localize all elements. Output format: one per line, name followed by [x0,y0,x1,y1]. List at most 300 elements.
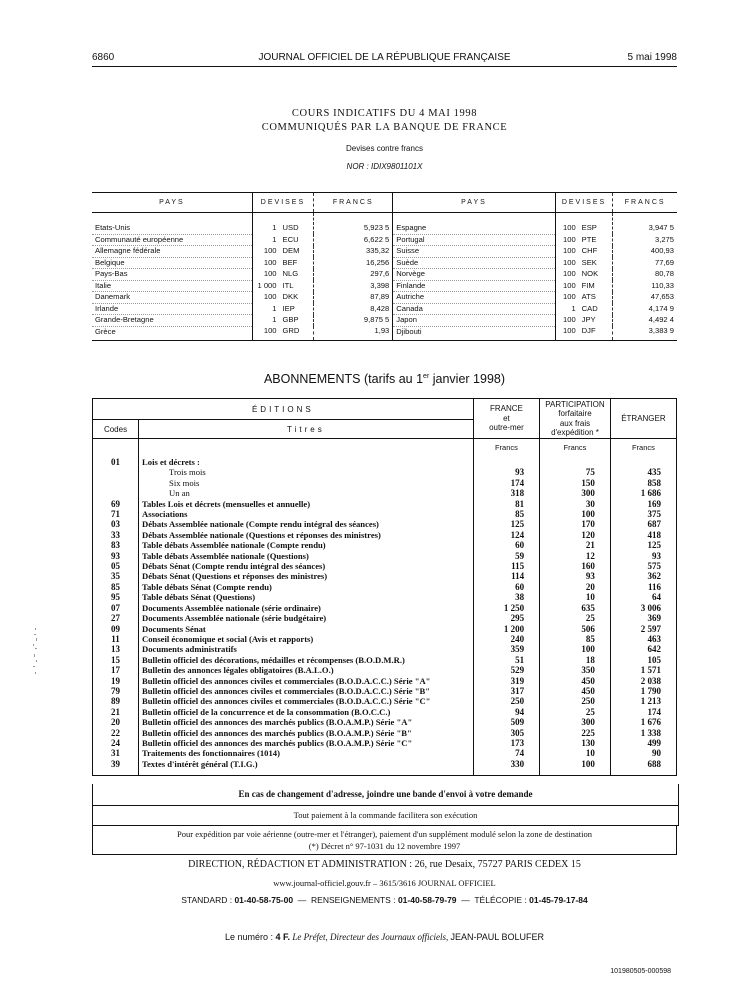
unit-france: Francs [473,439,539,458]
price-etranger: 463 [610,634,676,644]
subscriptions-title: ABONNEMENTS (tarifs au 1er janvier 1998) [263,372,506,386]
edition-code: 05 [111,561,121,572]
price-participation: 10 [540,748,611,758]
currency-qty: 1 000 [252,280,279,292]
edition-title: Débats Assemblée nationale (Questions et réponses des ministres) [139,530,474,540]
currency-qty: 1 [252,213,279,235]
decree-reference: (*) Décret n° 97-1031 du 12 novembre 1997 [308,841,461,851]
edition-code: 31 [111,748,121,759]
country-name: Autriche [393,292,555,304]
edition-code: 01 [111,457,121,467]
edition-title: Bulletin officiel des annonces civiles et commerciales (B.O.D.A.C.C.) Série "A" [139,676,474,686]
subscription-row [93,603,677,613]
edition-title: Documents administratifs [139,644,474,654]
edition-code: 13 [111,644,121,655]
currency-qty: 100 [252,257,279,269]
rate-row [92,292,677,304]
edition-code: 85 [111,581,121,592]
rate-row [92,269,677,281]
edition-title: Documents Assemblée nationale (série ordinaire) [139,603,474,613]
price-france: 85 [473,509,539,519]
price-participation [540,457,611,467]
header-francs-left: FRANCS [314,193,393,213]
currency-qty: 100 [555,292,579,304]
country-name: Japon [393,315,555,327]
header-etranger: ÉTRANGER [610,399,676,439]
currency-qty: 1 [252,303,279,315]
header-titres: Titres [139,420,474,439]
price-participation: 30 [540,499,611,509]
price-participation: 18 [540,655,611,665]
edition-title: Associations [139,509,474,519]
subscription-row [93,457,677,467]
rate-value: 3,947 5 [613,213,677,235]
rate-value: 335,32 [314,246,393,258]
header-francs-right: FRANCS [613,193,677,213]
subscription-row [93,478,677,488]
currency-qty: 1 [555,303,579,315]
price-etranger: 362 [610,571,676,581]
currency-code: PTE [581,234,597,244]
price-etranger: 435 [610,467,676,477]
country-name: Grèce [92,326,252,341]
currency-code: ITL [282,280,294,290]
price-etranger: 499 [610,738,676,748]
price-participation: 100 [540,759,611,769]
edition-code: 35 [111,571,121,582]
price-participation: 25 [540,707,611,717]
price-participation: 350 [540,665,611,675]
price-participation: 12 [540,551,611,561]
price-france: 38 [473,592,539,602]
website-line: www.journal-officiel.gouv.fr – 3615/3616 JOURNAL OFFICIEL [273,878,496,888]
price-participation: 300 [540,717,611,727]
header-rule [92,66,677,67]
country-name: Belgique [92,257,252,269]
price-participation: 450 [540,676,611,686]
edition-title: Documents Sénat [139,624,474,634]
price-participation: 130 [540,738,611,748]
price-france: 114 [473,571,539,581]
subscription-row [93,644,677,654]
rate-row [92,326,677,341]
rate-value: 5,923 5 [314,213,393,235]
rate-row [92,246,677,258]
page-number: 6860 [92,52,115,63]
country-name: Portugal [393,234,555,246]
currency-code: SEK [581,257,597,267]
currency-qty: 100 [555,234,579,246]
price-etranger: 125 [610,540,676,550]
price-etranger: 93 [610,551,676,561]
price-etranger: 1 676 [610,717,676,727]
price-france: 359 [473,644,539,654]
rate-value: 3,383 9 [613,326,677,341]
issue-date: 5 mai 1998 [627,52,677,63]
price-participation: 450 [540,686,611,696]
price-participation: 120 [540,530,611,540]
price-participation: 250 [540,696,611,706]
price-etranger: 1 213 [610,696,676,706]
edition-title: Bulletin officiel des décorations, médailles et récompenses (B.O.D.M.R.) [139,655,474,665]
currency-code: IEP [282,303,295,313]
price-participation: 300 [540,488,611,498]
subscription-row [93,467,677,477]
exchange-rates-title: COURS INDICATIFS DU 4 MAI 1998 COMMUNIQUÉS PAR LA BANQUE DE FRANCE [261,108,508,133]
edition-code [93,478,139,488]
price-etranger: 64 [610,592,676,602]
address-change-notice: En cas de changement d'adresse, joindre une bande d'envoi à votre demande [92,784,679,806]
country-name: Djibouti [393,326,555,341]
price-etranger: 375 [610,509,676,519]
price-etranger: 418 [610,530,676,540]
price-france: 173 [473,738,539,748]
price-etranger: 1 571 [610,665,676,675]
currency-qty: 100 [252,326,279,341]
subscription-row [93,738,677,748]
direction-block [92,857,677,907]
header-editions: ÉDITIONS [93,399,474,420]
country-name: Etats-Unis [92,213,252,235]
subscription-row [93,519,677,529]
currency-qty: 100 [555,269,579,281]
edition-code: 27 [111,613,121,624]
edition-code: 21 [111,706,121,717]
price-participation: 100 [540,509,611,519]
edition-code: 71 [111,509,121,520]
country-name: Suède [393,257,555,269]
subscription-row [93,540,677,550]
table-bottom-spacer [93,769,677,776]
contact-line: STANDARD : 01-40-58-75-00 — RENSEIGNEMENTS : 01-40-58-79-79 — TÉLÉCOPIE : 01-45-79-17-84 [181,895,588,905]
price-france: 295 [473,613,539,623]
price-france: 60 [473,540,539,550]
price-france: 330 [473,759,539,769]
subscription-row [93,499,677,509]
edition-title: Table débats Sénat (Compte rendu) [139,582,474,592]
issue-price: 4 F. [275,932,291,942]
edition-code: 69 [111,498,121,509]
price-france: 59 [473,551,539,561]
header-participation: PARTICIPATION forfaitaire aux frais d'expédition * [540,399,611,439]
edition-code: 83 [111,540,121,551]
subscription-row [93,530,677,540]
standard-number: 01-40-58-75-00 [234,895,294,905]
currency-code: NOK [581,269,599,278]
header-devises-left: DEVISES [252,193,313,213]
rate-value: 6,622 5 [314,234,393,246]
currency-code: NLG [282,269,299,278]
price-france: 74 [473,748,539,758]
price-etranger: 174 [610,707,676,717]
rate-row [92,315,677,327]
rate-row [92,303,677,315]
scan-artifact [31,626,41,678]
subscription-row [93,509,677,519]
price-france: 94 [473,707,539,717]
currency-qty: 100 [555,280,579,292]
subscription-row [93,748,677,758]
price-france: 174 [473,478,539,488]
price-france: 529 [473,665,539,675]
exchange-rates-body [92,213,677,341]
currency-code: CHF [581,246,598,255]
subscriptions-body [93,457,677,776]
subscription-row [93,488,677,498]
edition-title: Table débats Assemblée nationale (Questions) [139,551,474,561]
subscription-row [93,717,677,727]
price-france: 317 [473,686,539,696]
price-participation: 93 [540,571,611,581]
currency-qty: 1 [252,234,279,246]
subscription-row [93,634,677,644]
rate-value: 9,875 5 [314,315,393,327]
edition-title: Bulletin des annonces légales obligatoires (B.A.L.O.) [139,665,474,675]
exchange-rates-table [92,192,677,341]
edition-code [93,467,139,477]
director-name: JEAN-PAUL BOLUFER [450,932,544,942]
currency-code: CAD [581,303,598,313]
edition-code: 15 [111,654,121,665]
edition-code: 17 [111,665,121,676]
payment-notice: Tout paiement à la commande facilitera son exécution [92,805,679,826]
edition-code: 19 [111,675,121,686]
country-name: Italie [92,280,252,292]
price-participation: 225 [540,728,611,738]
country-name: Finlande [393,280,555,292]
edition-code: 07 [111,602,121,613]
currency-code: FIM [581,280,595,290]
edition-title: Bulletin officiel des annonces civiles et commerciales (B.O.D.A.C.C.) Série "C" [139,696,474,706]
price-france: 318 [473,488,539,498]
subscription-row [93,665,677,675]
edition-title: Six mois [139,478,474,488]
subscription-row [93,561,677,571]
currency-code: ESP [581,223,597,233]
edition-title: Tables Lois et décrets (mensuelles et annuelle) [139,499,474,509]
unit-participation: Francs [540,439,611,458]
header-devises-right: DEVISES [555,193,613,213]
rate-value: 4,492 4 [613,315,677,327]
country-name: Pays-Bas [92,269,252,281]
subscription-row [93,728,677,738]
price-france: 1 200 [473,624,539,634]
currency-code: USD [282,223,299,233]
edition-code [93,488,139,498]
price-etranger: 2 038 [610,676,676,686]
currency-qty: 100 [252,292,279,304]
subscription-row [93,759,677,769]
header-codes: Codes [93,420,139,439]
edition-code: 89 [111,696,121,707]
rate-value: 8,428 [314,303,393,315]
nor-reference: NOR : IDIX9801101X [346,162,423,171]
currency-qty: 100 [252,246,279,258]
rate-value: 1,93 [314,326,393,341]
rate-value: 16,256 [314,257,393,269]
price-participation: 635 [540,603,611,613]
edition-title: Bulletin officiel des annonces civiles et commerciales (B.O.D.A.C.C.) Série "B" [139,686,474,696]
currency-qty: 100 [555,326,579,341]
price-france: 93 [473,467,539,477]
currency-code: GBP [282,315,299,324]
price-participation: 85 [540,634,611,644]
air-mail-notice: Pour expédition par voie aérienne (outre-mer et l'étranger), paiement d'un supplément modulé selon la zone de destination (*) Décret n° 97-1031 du 12 novembre 1997 [92,825,677,855]
edition-title: Traitements des fonctionnaires (1014) [139,748,474,758]
subscription-row [93,676,677,686]
currency-code: BEF [282,257,298,267]
rate-row [92,234,677,246]
edition-code: 39 [111,758,121,769]
subscription-row [93,655,677,665]
edition-code: 09 [111,623,121,634]
edition-code: 22 [111,727,121,738]
subscription-row [93,686,677,696]
currency-qty: 100 [555,257,579,269]
price-participation: 21 [540,540,611,550]
edition-title: Table débats Assemblée nationale (Compte rendu) [139,540,474,550]
currency-code: ATS [581,292,596,301]
edition-code: 03 [111,519,121,530]
price-etranger: 116 [610,582,676,592]
price-etranger: 169 [610,499,676,509]
country-name: Suisse [393,246,555,258]
edition-code: 79 [111,685,121,696]
price-france: 319 [473,676,539,686]
edition-title: Un an [139,488,474,498]
country-name: Espagne [393,213,555,235]
price-etranger: 369 [610,613,676,623]
currency-code: ECU [282,234,299,244]
currency-code: DKK [282,292,299,301]
header-france: FRANCE et outre-mer [473,399,539,439]
rate-row [92,280,677,292]
country-name: Communauté européenne [92,234,252,246]
price-participation: 150 [540,478,611,488]
price-france: 60 [473,582,539,592]
rate-value: 297,6 [314,269,393,281]
rate-value: 3,398 [314,280,393,292]
edition-title: Conseil économique et social (Avis et rapports) [139,634,474,644]
price-etranger: 105 [610,655,676,665]
price-participation: 10 [540,592,611,602]
rate-value: 87,89 [314,292,393,304]
edition-title: Trois mois [139,467,474,477]
edition-code: 24 [111,737,121,748]
price-participation: 75 [540,467,611,477]
edition-code: 93 [111,550,121,561]
rate-row [92,213,677,235]
price-etranger: 688 [610,759,676,769]
telecopie-number: 01-45-79-17-84 [529,895,588,905]
country-name: Norvège [393,269,555,281]
journal-title: JOURNAL OFFICIEL DE LA RÉPUBLIQUE FRANÇAISE [258,52,511,63]
edition-title: Bulletin officiel des annonces des marchés publics (B.O.A.M.P.) Série "C" [139,738,474,748]
subscription-row [93,707,677,717]
edition-code: 95 [111,592,121,603]
edition-title: Débats Assemblée nationale (Compte rendu intégral des séances) [139,519,474,529]
rate-value: 77,69 [613,257,677,269]
edition-title: Débats Sénat (Questions et réponses des ministres) [139,571,474,581]
edition-code: 11 [111,633,120,644]
price-france: 115 [473,561,539,571]
price-france: 305 [473,728,539,738]
price-etranger: 1 686 [610,488,676,498]
edition-title: Documents Assemblée nationale (série budgétaire) [139,613,474,623]
price-etranger: 1 790 [610,686,676,696]
price-participation: 100 [540,644,611,654]
currency-code: DEM [282,246,300,255]
currency-qty: 100 [252,269,279,281]
price-france: 509 [473,717,539,727]
footer-line: Le numéro : 4 F. Le Préfet, Directeur des Journaux officiels, JEAN-PAUL BOLUFER [225,932,544,942]
rate-value: 4,174 9 [613,303,677,315]
rate-value: 3,275 [613,234,677,246]
currency-qty: 100 [555,246,579,258]
price-etranger: 3 006 [610,603,676,613]
subscriptions-table [92,398,677,776]
price-france: 250 [473,696,539,706]
price-france: 124 [473,530,539,540]
renseignements-number: 01-40-58-79-79 [397,895,457,905]
subscription-row [93,624,677,634]
price-etranger: 687 [610,519,676,529]
price-etranger: 2 597 [610,624,676,634]
edition-title: Lois et décrets : [139,457,474,467]
currency-code: DJF [579,326,613,341]
subscription-row [93,582,677,592]
price-france: 51 [473,655,539,665]
direction-address: DIRECTION, RÉDACTION ET ADMINISTRATION : 26, rue Desaix, 75727 PARIS CEDEX 15 [188,859,581,870]
subscription-row [93,696,677,706]
price-participation: 506 [540,624,611,634]
currency-qty: 1 [252,315,279,327]
price-etranger [610,457,676,467]
rate-row [92,257,677,269]
edition-title: Bulletin officiel de la concurrence et de la consommation (B.O.C.C.) [139,707,474,717]
price-participation: 170 [540,519,611,529]
price-participation: 160 [540,561,611,571]
header-pays-left: PAYS [92,193,252,213]
price-france: 81 [473,499,539,509]
price-france: 1 250 [473,603,539,613]
edition-title: Table débats Sénat (Questions) [139,592,474,602]
subscription-row [93,571,677,581]
price-france: 240 [473,634,539,644]
price-participation: 20 [540,582,611,592]
country-name: Grande-Bretagne [92,315,252,327]
rate-value: 400,93 [613,246,677,258]
price-etranger: 1 338 [610,728,676,738]
edition-title: Bulletin officiel des annonces des marchés publics (B.O.A.M.P.) Série "A" [139,717,474,727]
header-pays-right: PAYS [393,193,555,213]
edition-title: Bulletin officiel des annonces des marchés publics (B.O.A.M.P.) Série "B" [139,728,474,738]
currency-code: GRD [280,326,314,341]
price-participation: 25 [540,613,611,623]
exchange-rates-subtitle: Devises contre francs [346,144,423,153]
country-name: Canada [393,303,555,315]
price-france [473,457,539,467]
currency-code: JPY [581,315,596,324]
price-etranger: 575 [610,561,676,571]
edition-code: 20 [111,717,121,728]
rate-value: 47,653 [613,292,677,304]
rate-value: 80,78 [613,269,677,281]
price-france: 125 [473,519,539,529]
edition-title: Débats Sénat (Compte rendu intégral des séances) [139,561,474,571]
print-reference: 101980505-000598 [610,968,671,975]
subscription-row [93,551,677,561]
